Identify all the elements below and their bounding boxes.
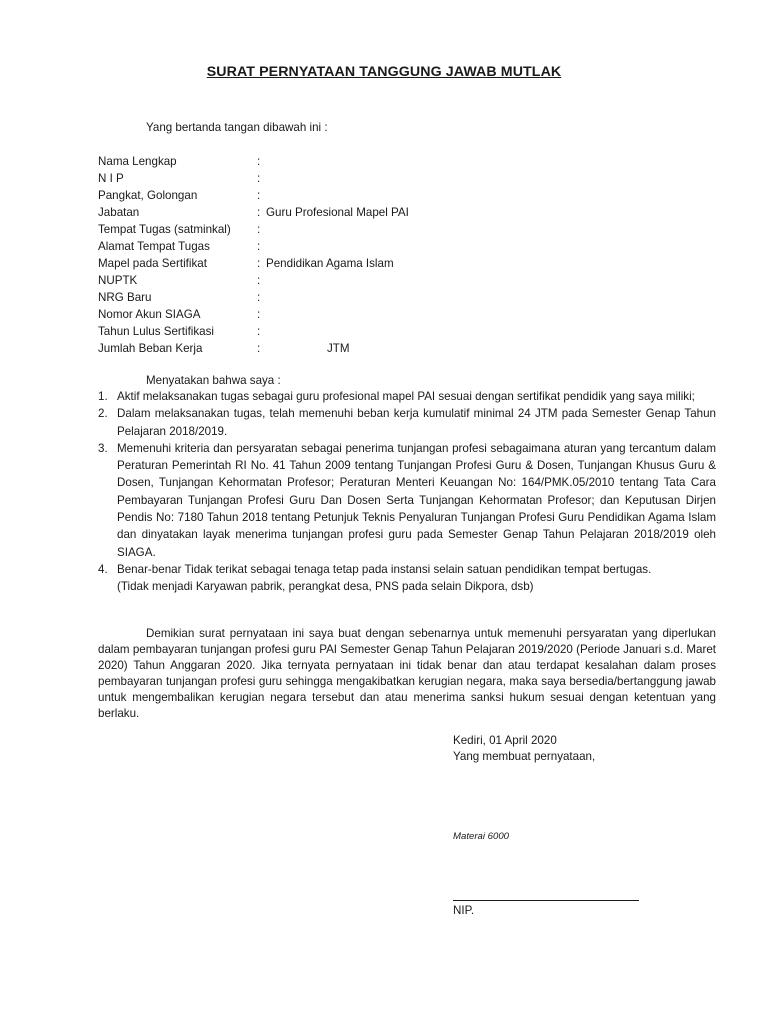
signature-line [453, 900, 639, 901]
field-colon: : [257, 308, 261, 321]
field-label: N I P [98, 172, 124, 185]
field-colon: : [257, 223, 261, 236]
field-label: Pangkat, Golongan [98, 189, 198, 202]
field-label: Jabatan [98, 206, 140, 219]
field-label: Jumlah Beban Kerja [98, 342, 203, 355]
field-colon: : [257, 257, 261, 270]
item-number: 1. [98, 390, 108, 403]
item-number: 2. [98, 407, 108, 421]
letter-title: SURAT PERNYATAAN TANGGUNG JAWAB MUTLAK [206, 64, 562, 80]
nip-label: NIP. [453, 904, 475, 917]
declaration-intro: Menyatakan bahwa saya : [146, 374, 281, 387]
field-colon: : [257, 342, 261, 355]
item-note: (Tidak menjadi Karyawan pabrik, perangkat desa, PNS pada selain Dikpora, dsb) [117, 580, 534, 594]
item-number: 3. [98, 441, 108, 455]
list-item [98, 440, 716, 561]
field-colon: : [257, 206, 261, 219]
item-text: Memenuhi kriteria dan persyaratan sebagai penerima tunjangan profesi sebagaimana aturan yang tercantum dalam Peraturan Pemerintah RI No. 41 Tahun 2009 tentang Tunjangan Profesi Guru & Dosen, Tunjangan Khusus Guru & Dosen, Tunjangan Kehormatan Profesor; Peraturan Menteri Keuangan No: 164/PMK.05/2010 tentang Tata Cara Pembayaran Tunjangan Profesi Guru Dan Dosen Serta Tunjangan Kehormatan Profesor; dan Keputusan Dirjen Pendis No: 7180 Tahun 2018 tentang Petunjuk Teknis Penyaluran Tunjangan Profesi Guru Pendidikan Agama Islam dan dinyatakan layak menerima tunjangan profesi guru pada Semester Genap Tahun Pelajaran 2018/2019 oleh SIAGA. [117, 441, 716, 559]
field-label: NRG Baru [98, 291, 152, 304]
materai-label: Materai 6000 [453, 831, 509, 842]
signature-place-block [453, 733, 595, 765]
field-value: JTM [327, 342, 350, 355]
list-item [98, 388, 716, 405]
field-label: Mapel pada Sertifikat [98, 257, 207, 270]
field-label: Tahun Lulus Sertifikasi [98, 325, 214, 338]
field-value: Guru Profesional Mapel PAI [266, 206, 409, 219]
list-item [98, 561, 716, 578]
item-text: Benar-benar Tidak terikat sebagai tenaga tetap pada instansi selain satuan pendidikan tempat bertugas. [117, 562, 652, 576]
field-label: Alamat Tempat Tugas [98, 240, 210, 253]
field-colon: : [257, 325, 261, 338]
closing-paragraph: Demikian surat pernyataan ini saya buat dengan sebenarnya untuk memenuhi persyaratan yang diperlukan dalam pembayaran tunjangan profesi guru PAI Semester Genap Tahun Pelajaran 2019/2020 (Periode Januari s.d. Maret 2020) Tahun Anggaran 2020. Jika ternyata pernyataan ini tidak benar dan atau terdapat kesalahan dalam proses pembayaran tunjangan profesi guru sehingga mengakibatkan kerugian negara, maka saya bersedia/bertanggung jawab untuk mengembalikan kerugian negara tersebut dan atau menerima sanksi hukum sesuai dengan ketentuan yang berlaku. [98, 627, 716, 720]
field-value: Pendidikan Agama Islam [266, 257, 394, 270]
field-colon: : [257, 240, 261, 253]
field-label: Nama Lengkap [98, 155, 177, 168]
field-colon: : [257, 155, 261, 168]
field-label: Tempat Tugas (satminkal) [98, 223, 231, 236]
item-text: Dalam melaksanakan tugas, telah memenuhi beban kerja kumulatif minimal 24 JTM pada Semester Genap Tahun Pelajaran 2018/2019. [117, 407, 716, 438]
list-item [98, 405, 716, 440]
field-colon: : [257, 274, 261, 287]
field-label: Nomor Akun SIAGA [98, 308, 201, 321]
field-colon: : [257, 189, 261, 202]
item-text: Aktif melaksanakan tugas sebagai guru profesional mapel PAI sesuai dengan sertifikat pendidik yang saya miliki; [117, 390, 695, 403]
field-colon: : [257, 172, 261, 185]
field-colon: : [257, 291, 261, 304]
place-date: Kediri, 01 April 2020 [453, 734, 557, 747]
intro-text: Yang bertanda tangan dibawah ini : [146, 121, 328, 134]
maker-label: Yang membuat pernyataan, [453, 750, 596, 763]
item-number: 4. [98, 562, 108, 576]
declaration-list [98, 388, 716, 596]
field-label: NUPTK [98, 274, 138, 287]
